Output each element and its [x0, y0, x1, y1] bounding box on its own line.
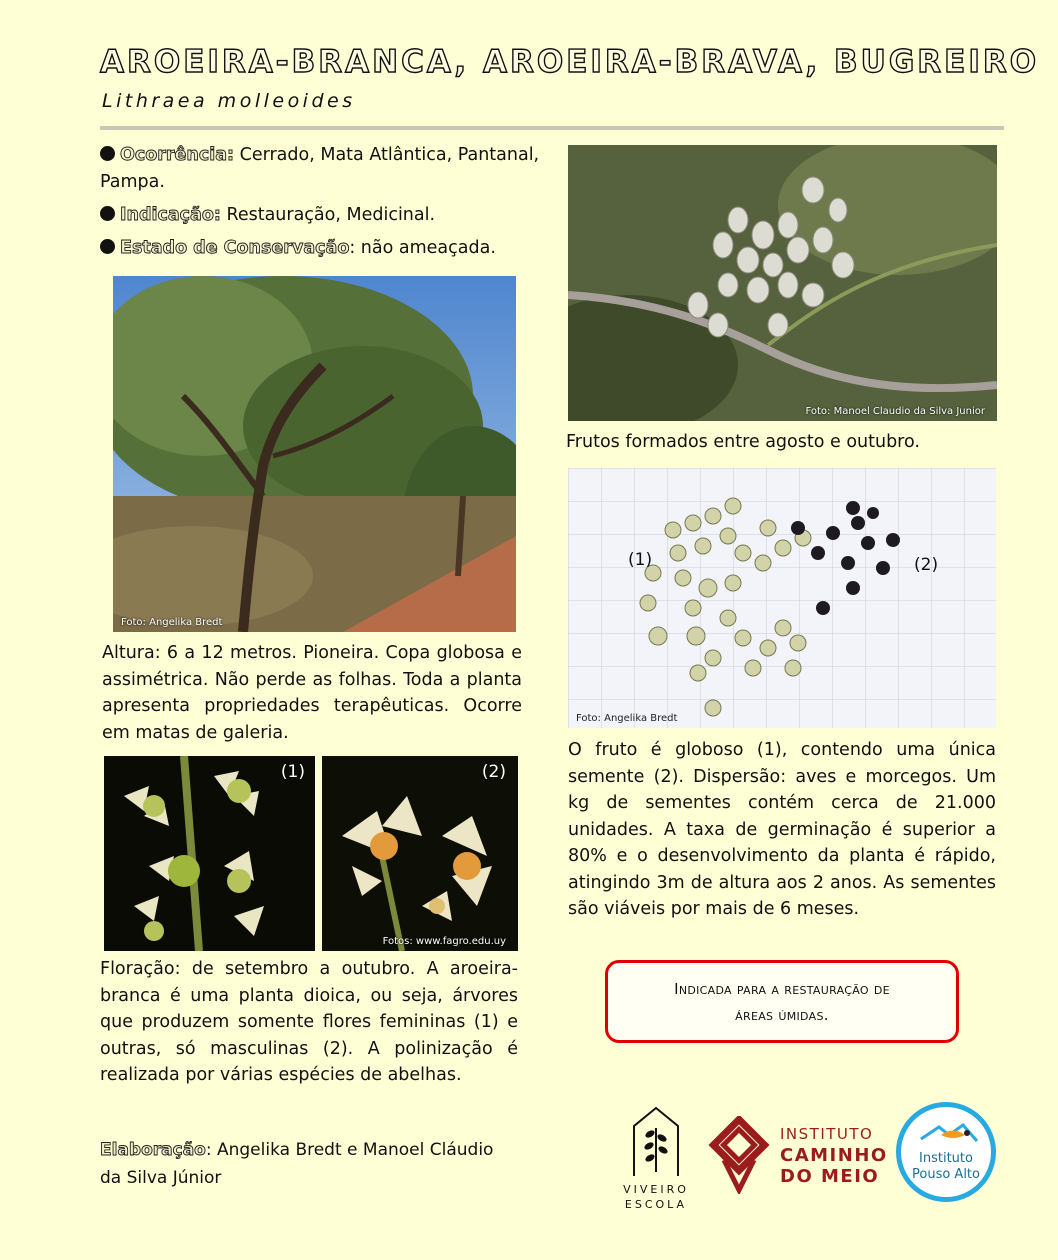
female-flower-photo — [104, 756, 315, 951]
bird-icon — [919, 1121, 979, 1147]
fruit-caption: Frutos formados entre agosto e outubro. — [566, 432, 920, 452]
fact-conservation — [100, 235, 540, 262]
credits-label: Elaboração — [100, 1140, 206, 1160]
fruit-description: O fruto é globoso (1), contendo uma única semente (2). Dispersão: aves e morcegos. Um kg de sementes contém cerca de 21.000 unidades. A taxa de germinação é superior a 80% e o desenvolvimento da planta é rápido, atingindo 3m de altura aos 2 anos. As sementes são viáveis por mais de 6 meses. — [568, 740, 996, 919]
instituto-caminho-do-meio-logo — [708, 1116, 888, 1196]
pouso-line-2: Pouso Alto — [912, 1167, 980, 1182]
fact-occurrence — [100, 142, 540, 196]
header-divider — [100, 126, 1004, 130]
fact-indication — [100, 202, 540, 229]
credits-line-1: : Angelika Bredt e Manoel Cláudio — [205, 1140, 494, 1160]
viveiro-line-1: VIVEIRO — [623, 1183, 689, 1196]
fact-label: Estado de Conservação — [120, 238, 350, 258]
photo-credit: Foto: Manoel Claudio da Silva Junior — [805, 406, 985, 417]
tree-photo — [113, 276, 516, 632]
fact-label: Indicação: — [120, 205, 221, 225]
seeds-photo — [568, 468, 996, 728]
flower-label-2: (2) — [481, 762, 506, 782]
flowering-description: Floração: de setembro a outubro. A aroeira-branca é uma planta dioica, ou seja, árvores que produzem somente flores femininas (1) e outras, só masculinas (2). A polinização é realizada por várias espécies de abelhas. — [100, 959, 518, 1085]
scientific-name: Lithraea molleoides — [102, 90, 356, 112]
caminho-line-1: INSTITUTO — [780, 1125, 874, 1143]
callout-line-1: Indicada para a restauração de — [674, 979, 890, 998]
facts-list — [100, 142, 540, 268]
endless-knot-icon — [708, 1116, 770, 1194]
callout-line-2: áreas úmidas. — [735, 1005, 829, 1024]
male-flower-photo — [322, 756, 518, 951]
bullet-icon — [100, 206, 115, 221]
credits-line-2: da Silva Júnior — [100, 1168, 222, 1188]
seed-label-1: (1) — [628, 550, 653, 570]
caminho-line-3: DO MEIO — [780, 1166, 880, 1187]
fact-label: Ocorrência: — [120, 145, 235, 165]
fruits-photo — [568, 145, 997, 421]
viveiro-leaf-icon — [620, 1104, 692, 1176]
instituto-pouso-alto-logo — [896, 1102, 996, 1202]
tree-description: Altura: 6 a 12 metros. Pioneira. Copa globosa e assimétrica. Não perde as folhas. Toda a planta apresenta propriedades terapêuticas. Ocorre em matas de galeria. — [102, 643, 522, 743]
viveiro-escola-logo — [620, 1104, 692, 1211]
viveiro-line-2: ESCOLA — [624, 1198, 688, 1211]
fact-value: Cerrado, Mata Atlântica, Pantanal, Pampa. — [100, 145, 540, 192]
fact-value: : não ameaçada. — [349, 238, 496, 258]
flower-label-1: (1) — [280, 762, 305, 782]
bullet-icon — [100, 146, 115, 161]
pouso-line-1: Instituto — [919, 1151, 973, 1166]
bullet-icon — [100, 239, 115, 254]
caminho-line-2: CAMINHO — [780, 1145, 888, 1166]
photo-credit: Foto: Angelika Bredt — [576, 713, 678, 724]
photo-credit: Foto: Angelika Bredt — [121, 617, 223, 628]
photo-credit: Fotos: www.fagro.edu.uy — [382, 936, 506, 947]
restoration-callout — [605, 960, 959, 1043]
seed-label-2: (2) — [914, 555, 939, 575]
page-title: AROEIRA-BRANCA, AROEIRA-BRAVA, BUGREIRO — [100, 44, 1040, 80]
authors-credit — [100, 1136, 493, 1192]
fact-value: Restauração, Medicinal. — [220, 205, 436, 225]
